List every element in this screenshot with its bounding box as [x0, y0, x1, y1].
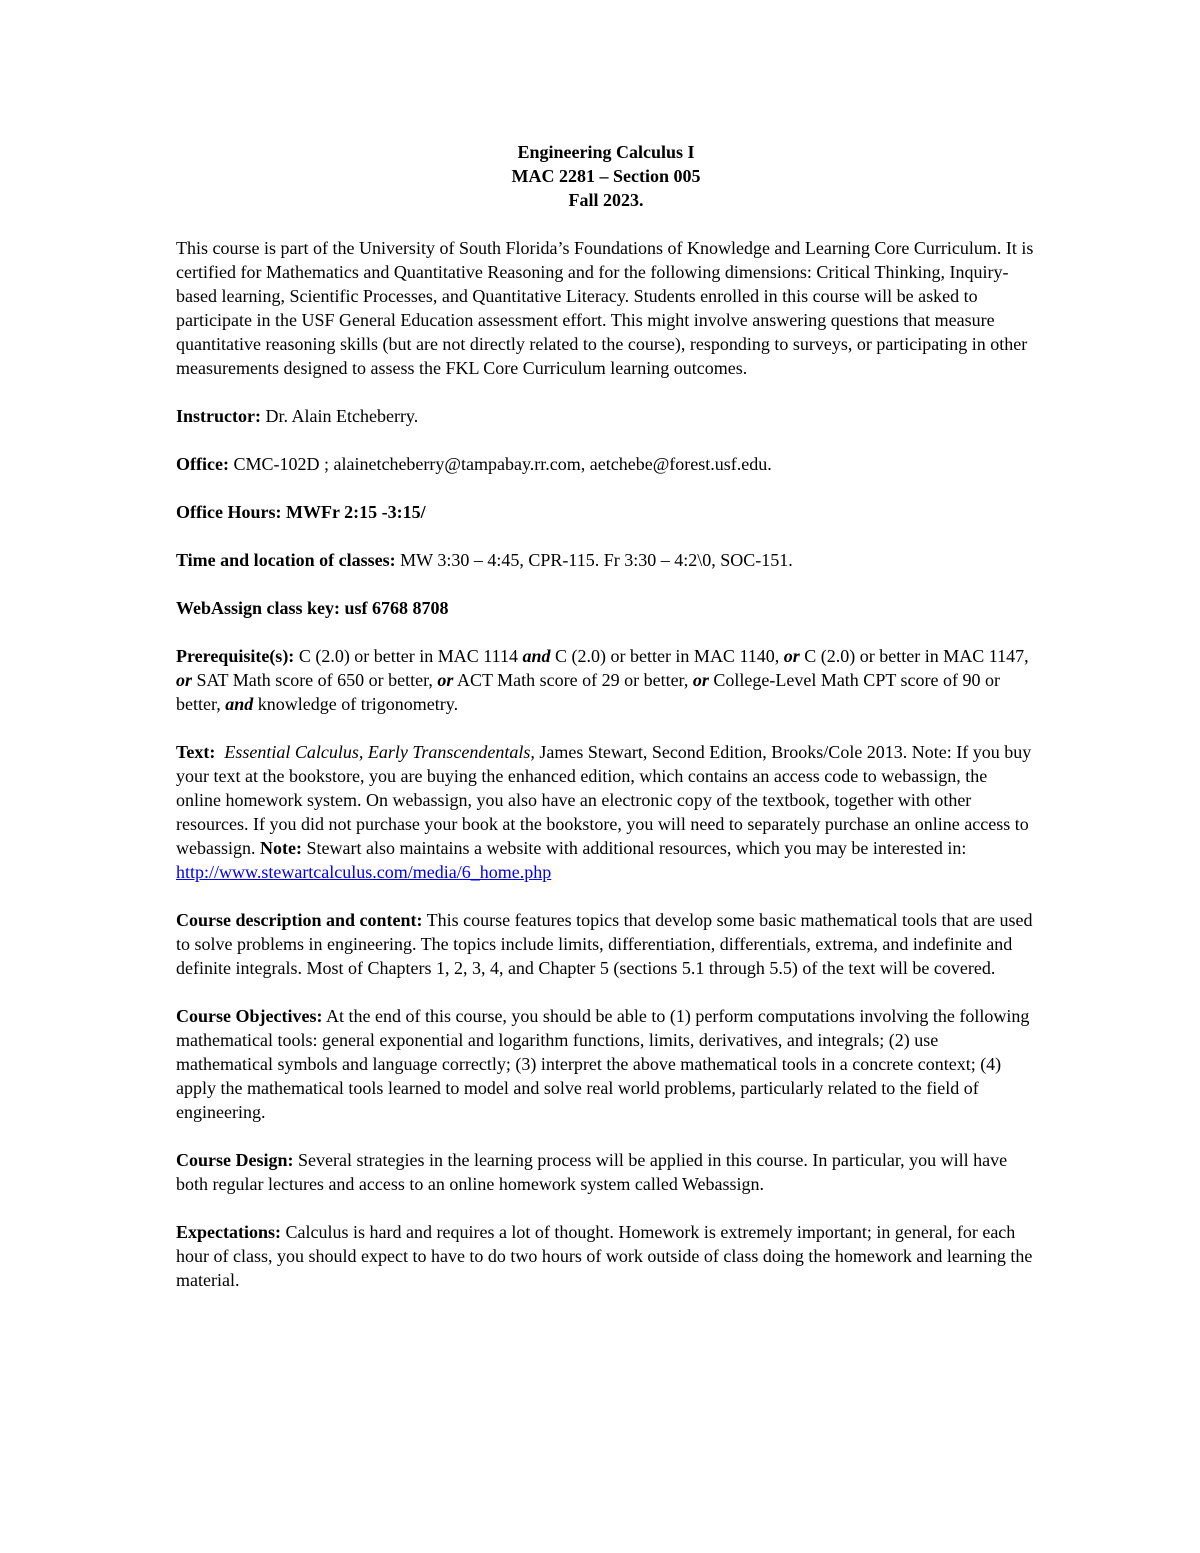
prereq-text-6: College-Level Math CPT score of 90 or better,: [176, 670, 1000, 714]
design-paragraph: [176, 1148, 1036, 1196]
course-title-block: [176, 140, 1036, 212]
webassign-key: WebAssign class key: usf 6768 8708: [176, 598, 449, 618]
design-label: Course Design:: [176, 1150, 294, 1170]
description-label: Course description and content:: [176, 910, 423, 930]
note-label: Note:: [260, 838, 302, 858]
description-value: This course features topics that develop some basic mathematical tools that are used to solve problems in engineering. The topics include limits, differentiation, differentials, extrema, and indefinite and definite integrals. Most of Chapters 1, 2, 3, 4, and Chapter 5 (sections 5.1 through 5.5) of the text will be covered.: [176, 910, 1033, 978]
expectations-paragraph: [176, 1220, 1036, 1292]
prereq-and-1: and: [522, 646, 551, 666]
course-term: Fall 2023.: [568, 190, 644, 210]
course-section: MAC 2281 – Section 005: [511, 166, 701, 186]
office-label: Office:: [176, 454, 229, 474]
prereq-or-1: or: [783, 646, 800, 666]
textbook-title: Essential Calculus, Early Transcendentals,: [224, 742, 535, 762]
prereq-text-7: knowledge of trigonometry.: [253, 694, 459, 714]
time-location-paragraph: [176, 548, 1036, 572]
syllabus-page: [176, 140, 1036, 1316]
text-label: Text:: [176, 742, 216, 762]
course-title: Engineering Calculus I: [517, 142, 695, 162]
objectives-label: Course Objectives:: [176, 1006, 323, 1026]
expectations-value: Calculus is hard and requires a lot of thought. Homework is extremely important; in general, for each hour of class, you should expect to have to do two hours of work outside of class doing the homework and learning the material.: [176, 1222, 1033, 1290]
design-value: Several strategies in the learning process will be applied in this course. In particular, you will have both regular lectures and access to an online homework system called Webassign.: [176, 1150, 1008, 1194]
office-value: CMC-102D ; alainetcheberry@tampabay.rr.com, aetchebe@forest.usf.edu.: [228, 454, 772, 474]
prereq-and-2: and: [225, 694, 254, 714]
office-paragraph: [176, 452, 1036, 476]
textbook-details: James Stewart, Second Edition, Brooks/Cole 2013. Note: If you buy your text at the bookstore, you are buying the enhanced edition, which contains an access code to webassign, the online homework system. On webassign, you also have an electronic copy of the textbook, together with other resources. If you did not purchase your book at the bookstore, you will need to separately purchase an online access to webassign.: [176, 742, 1032, 858]
prereq-text-2: C (2.0) or better in MAC 1140,: [550, 646, 784, 666]
intro-paragraph: This course is part of the University of South Florida’s Foundations of Knowledge and Learning Core Curriculum. It is certified for Mathematics and Quantitative Reasoning and for the following dimensions: Critical Thinking, Inquiry-based learning, Scientific Processes, and Quantitative Literacy. Students enrolled in this course will be asked to participate in the USF General Education assessment effort. This might involve answering questions that measure quantitative reasoning skills (but are not directly related to the course), responding to surveys, or participating in other measurements designed to assess the FKL Core Curriculum learning outcomes.: [176, 238, 1034, 378]
prereq-text-1: C (2.0) or better in MAC 1114: [294, 646, 523, 666]
prereq-text-5: ACT Math score of 29 or better,: [453, 670, 693, 690]
instructor-value: Dr. Alain Etcheberry.: [260, 406, 419, 426]
prerequisites-label: Prerequisite(s):: [176, 646, 295, 666]
prereq-or-2: or: [176, 670, 193, 690]
text-paragraph: [176, 740, 1036, 884]
description-paragraph: [176, 908, 1036, 980]
note-text: Stewart also maintains a website with additional resources, which you may be interested in:: [301, 838, 967, 858]
prereq-or-4: or: [692, 670, 709, 690]
time-location-value: MW 3:30 – 4:45, CPR-115. Fr 3:30 – 4:2\0, SOC-151.: [395, 550, 793, 570]
objectives-paragraph: [176, 1004, 1036, 1124]
objectives-value: At the end of this course, you should be able to (1) perform computations involving the following mathematical tools: general exponential and logarithm functions, limits, derivatives, and integrals; (2) use mathematical symbols and language correctly; (3) interpret the above mathematical tools in a concrete context; (4) apply the mathematical tools learned to model and solve real world problems, particularly related to the field of engineering.: [176, 1006, 1030, 1122]
expectations-label: Expectations:: [176, 1222, 281, 1242]
office-hours-label: Office Hours: MWFr 2:15 -3:15/: [176, 502, 426, 522]
time-location-label: Time and location of classes:: [176, 550, 396, 570]
instructor-label: Instructor:: [176, 406, 261, 426]
stewart-website-link[interactable]: http://www.stewartcalculus.com/media/6_home.php: [176, 862, 552, 882]
office-hours-paragraph: [176, 500, 1036, 524]
instructor-paragraph: [176, 404, 1036, 428]
prereq-or-3: or: [437, 670, 454, 690]
prereq-text-4: SAT Math score of 650 or better,: [192, 670, 438, 690]
prereq-text-3: C (2.0) or better in MAC 1147,: [799, 646, 1029, 666]
webassign-paragraph: [176, 596, 1036, 620]
prerequisites-paragraph: [176, 644, 1036, 716]
